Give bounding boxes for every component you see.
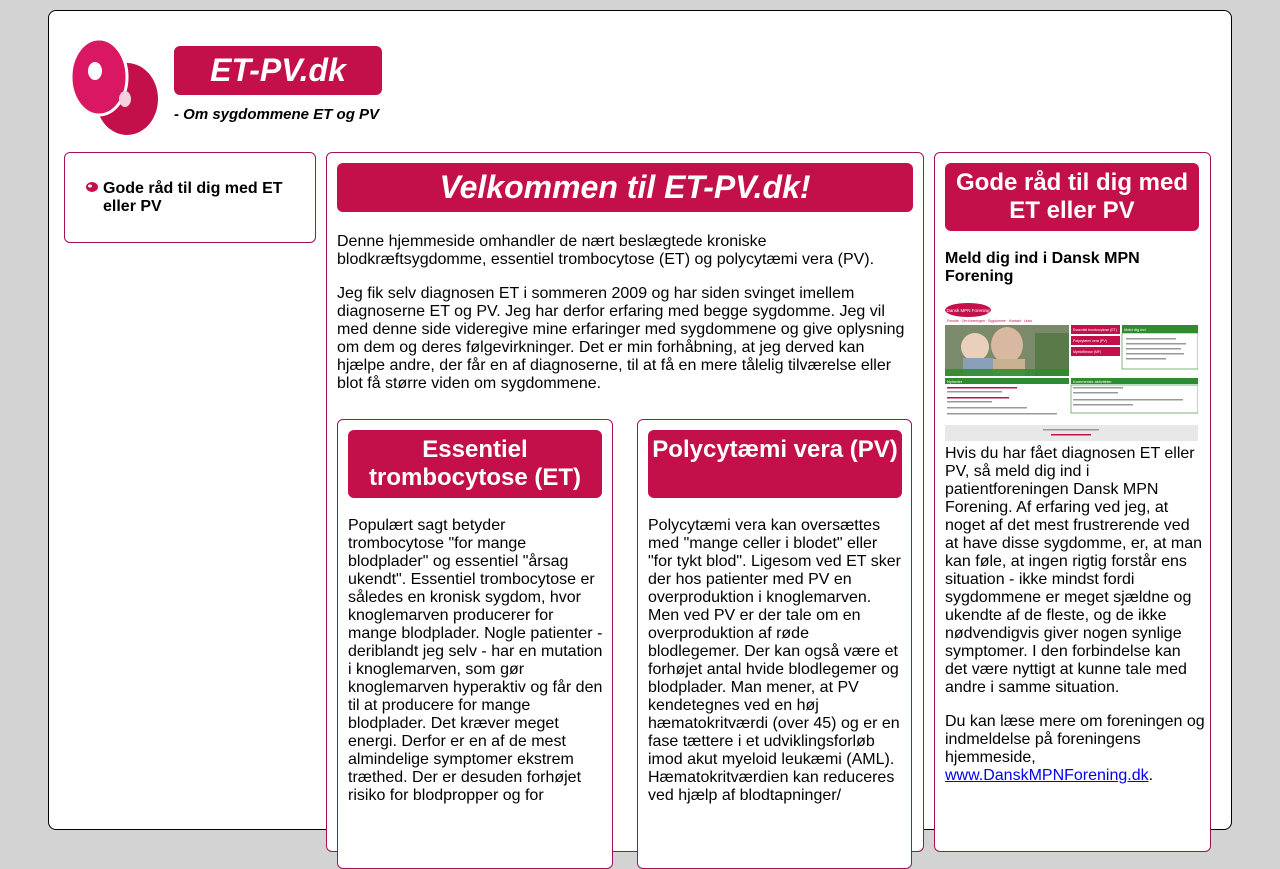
pv-heading: Polycytæmi vera (PV): [648, 430, 902, 498]
svg-text:Dansk MPN Forening: Dansk MPN Forening: [946, 308, 990, 313]
blood-cell-bullet-icon: [85, 181, 103, 195]
svg-text:Meld dig ind: Meld dig ind: [1124, 327, 1146, 332]
link-suffix: .: [1148, 767, 1154, 784]
et-section: [337, 419, 613, 869]
more-info-paragraph: [945, 713, 1205, 785]
sidebar-item-gode-raad[interactable]: [85, 180, 295, 216]
sidebar-nav: [64, 152, 316, 243]
join-paragraph: Hvis du har fået diagnosen ET eller PV, så meld dig ind i patientforeningen Dansk MPN Forening. Af erfaring ved jeg, at noget af det mest frustrerende ved at have disse sygdomme, er, at man kan føle, at ingen rigtig forstår ens situation - ikke mindst fordi sygdommene er meget sjældne og ukendte af de fleste, og de ikke nødvendigvis giver nogen synlige symptomer. I den forbindelse kan det være nyttigt at kunne tale med andre i samme situation.: [945, 445, 1203, 696]
right-sidebar: [934, 152, 1211, 852]
site-tagline: - Om sygdommene ET og PV: [174, 106, 380, 123]
dansk-mpn-forening-link[interactable]: www.DanskMPNForening.dk: [945, 767, 1149, 784]
main-content: [326, 152, 924, 852]
logo-highlight-2: [119, 91, 131, 107]
page-container: [48, 10, 1232, 830]
site-logo[interactable]: [67, 37, 161, 137]
et-heading: Essentiel trombocytose (ET): [348, 430, 602, 498]
logo-highlight: [88, 62, 102, 80]
svg-text:Kommende aktiviteter: Kommende aktiviteter: [1073, 379, 1112, 384]
join-heading: Meld dig ind i Dansk MPN Forening: [945, 250, 1140, 285]
site-title[interactable]: ET-PV.dk: [174, 46, 382, 95]
intro-paragraph: Jeg fik selv diagnosen ET i sommeren 2009 og har siden svinget imellem diagnoserne ET og PV. Jeg har derfor erfaring med begge sygdomme. Jeg vil med denne side videregive mine erfaringer med sygdommene og give oplysning om dem og deres følgevirkninger. Det er min forhåbning, at jeg derved kan hjælpe andre, der får en af diagnoserne, til at få en mere tålelig tilværelse eller blot få større viden om sygdommene.: [337, 285, 905, 392]
pv-section: [637, 419, 912, 869]
page-title: Velkommen til ET-PV.dk!: [337, 163, 913, 212]
svg-text:Forside · Om foreningen · Sygd: Forside · Om foreningen · Sygdomme · Kontakt · Links: [947, 319, 1033, 323]
dansk-mpn-forening-screenshot[interactable]: [945, 303, 1198, 441]
intro-paragraph: Denne hjemmeside omhandler de nært beslægtede kroniske blodkræftsygdomme, essentiel trombocytose (ET) og polycytæmi vera (PV).: [337, 233, 875, 268]
pv-text: Polycytæmi vera kan oversættes med "mange celler i blodet" eller "for tykt blod". Ligesom ved ET sker der hos patienter med PV en overproduktion i knoglemarven. Men ved PV er der tale om en overproduktion af røde blodlegemer. Der kan også være et forhøjet antal hvide blodlegemer og blodplader. Man mener, at PV kendetegnes ved en høj hæmatokritværdi (over 45) og er en fase tættere i et udviklingsforløb imod akut myeloid leukæmi (AML). Hæmatokritværdien kan reduceres ved hjælp af blodtapninger/: [648, 517, 901, 804]
more-info-text: Du kan læse mere om foreningen og indmeldelse på foreningens hjemmeside,: [945, 713, 1205, 766]
svg-text:Nyheder: Nyheder: [947, 379, 963, 384]
svg-text:Essentiel trombocytose (ET): Essentiel trombocytose (ET): [1073, 328, 1117, 332]
svg-text:Myelofibrose (MF): Myelofibrose (MF): [1073, 350, 1102, 354]
svg-text:Polycytæmi vera (PV): Polycytæmi vera (PV): [1073, 339, 1107, 343]
sidebar-heading: Gode råd til dig med ET eller PV: [945, 163, 1199, 231]
et-text: Populært sagt betyder trombocytose "for mange blodplader" og essentiel "årsag ukendt". Essentiel trombocytose er således en kronisk sygdom, hvor knoglemarven producerer for mange blodplader. Nogle patienter - deriblandt jeg selv - har en mutation i knoglemarven, som gør knoglemarven hyperaktiv og får den til at producere for mange blodplader. Det kræver meget energi. Derfor er en af de mest almindelige symptomer ekstrem træthed. Der er desuden forhøjet risiko for blodpropper og for: [348, 517, 603, 804]
sidebar-item-label[interactable]: Gode råd til dig med ET eller PV: [103, 180, 283, 215]
